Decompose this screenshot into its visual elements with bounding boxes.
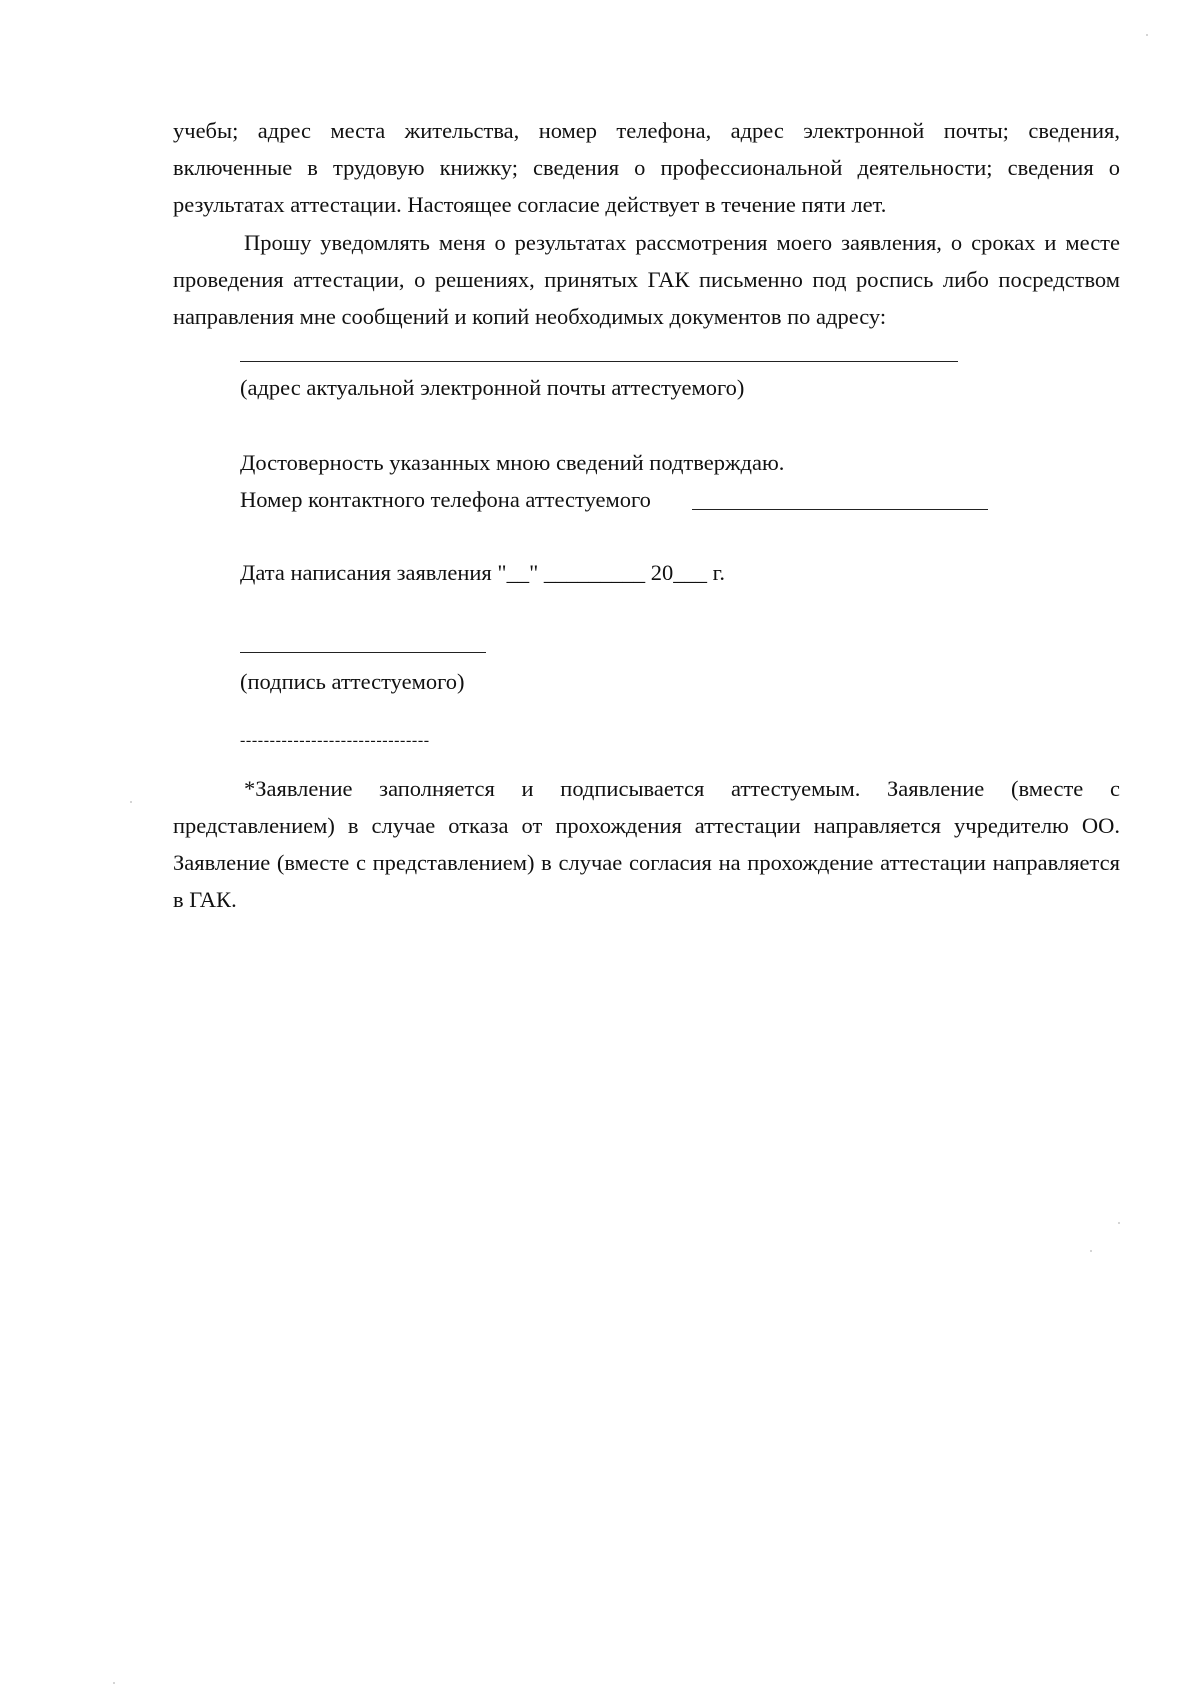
scan-speck bbox=[1118, 1222, 1120, 1224]
signature-field-line bbox=[240, 652, 486, 653]
footnote-separator: -------------------------------- bbox=[240, 732, 430, 749]
scan-speck bbox=[1090, 1250, 1092, 1252]
phone-label: Номер контактного телефона аттестуемого bbox=[240, 487, 651, 512]
application-date-line: Дата написания заявления "__" _________ 20___ г. bbox=[240, 560, 725, 585]
phone-field-line bbox=[692, 509, 988, 510]
email-field-line bbox=[240, 361, 958, 362]
scan-speck bbox=[113, 1682, 115, 1684]
confirmation-statement: Достоверность указанных мною сведений подтверждаю. bbox=[240, 450, 785, 475]
signature-caption: (подпись аттестуемого) bbox=[240, 669, 465, 694]
consent-paragraph-tail: учебы; адрес места жительства, номер телефона, адрес электронной почты; сведения, включенные в трудовую книжку; сведения о профессиональной деятельности; сведения о результатах аттестации. Настоящее согласие действует в течение пяти лет. bbox=[173, 118, 1120, 217]
notification-paragraph: Прошу уведомлять меня о результатах рассмотрения моего заявления, о сроках и месте проведения аттестации, о решениях, принятых ГАК письменно под роспись либо посредством направления мне сообщений и копий необходимых документов по адресу: bbox=[173, 230, 1120, 329]
scan-speck bbox=[130, 801, 132, 803]
email-caption: (адрес актуальной электронной почты аттестуемого) bbox=[240, 375, 745, 400]
scan-speck bbox=[1146, 34, 1148, 36]
footnote-text: *Заявление заполняется и подписывается аттестуемым. Заявление (вместе с представлением) в случае отказа от прохождения аттестации направляется учредителю ОО. Заявление (вместе с представлением) в случае согласия на прохождение аттестации направляется в ГАК. bbox=[173, 776, 1120, 912]
